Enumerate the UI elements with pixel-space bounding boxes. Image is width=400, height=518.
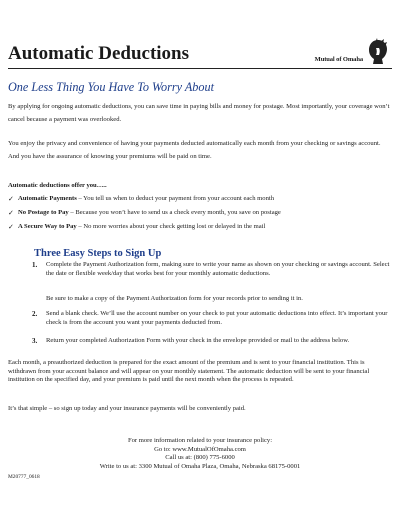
closing-paragraph: It’s that simple – so sign up today and your insurance payments will be conveniently paid.	[8, 405, 246, 412]
contact-block	[0, 437, 400, 471]
step-text: Send a blank check. We’ll use the account number on your check to put your automatic deductions into effect. It’s important your check is from the account you want your payments deducted from.	[46, 310, 388, 326]
intro-paragraph-2: You enjoy the privacy and convenience of having your payments deducted automatically each month from your checking or savings account. And you have the assurance of knowing your premiums will be paid on time.	[8, 140, 381, 160]
benefit-label: A Secure Way to Pay	[18, 223, 77, 230]
checkmark-icon: ✓	[8, 195, 14, 203]
step-text: Complete the Payment Authorization form, making sure to write your name as shown on your checking or savings account. Select the date or flexible week/day that works best for your monthly automatic deductions.	[46, 261, 390, 277]
phone-line: Call us at: (800) 775-6000	[165, 454, 235, 462]
checkmark-icon: ✓	[8, 223, 14, 231]
benefit-text: – No more worries about your check getting lost or delayed in the mail	[76, 223, 266, 230]
benefit-item	[8, 209, 392, 223]
step-number: 2.	[32, 310, 38, 318]
step-item	[32, 337, 392, 346]
process-paragraph: Each month, a preauthorized deduction is prepared for the exact amount of the premium and is sent to your financial institution. This is withdrawn from your account balance and will appear on your monthly statement. The automatic deduction will be sent to your financial institution on the specified day, and your premium is paid until the next month when the process is repeated.	[8, 359, 370, 384]
step-number: 3.	[32, 337, 38, 345]
benefit-label: Automatic Payments	[18, 195, 77, 202]
checkmark-icon: ✓	[8, 209, 14, 217]
step-number: 1.	[32, 261, 38, 269]
step-item	[32, 310, 392, 327]
address-line: Write to us at: 3300 Mutual of Omaha Plaza, Omaha, Nebraska 68175-0001	[99, 462, 301, 470]
form-code: M20777_0618	[8, 474, 40, 480]
step-note: Be sure to make a copy of the Payment Authorization form for your records prior to sending it in.	[46, 295, 303, 302]
benefit-label: No Postage to Pay	[18, 209, 69, 216]
logo-text: Mutual of Omaha	[314, 55, 363, 63]
offer-heading: Automatic deductions offer you…..	[8, 182, 107, 189]
intro-paragraph-1: By applying for ongoing automatic deductions, you can save time in paying bills and money for postage. Most importantly, your coverage won’t cancel because a payment was overlooked.	[8, 103, 390, 123]
indian-head-icon	[366, 38, 390, 66]
benefit-item	[8, 223, 392, 237]
steps-heading: Three Easy Steps to Sign Up	[34, 248, 162, 259]
subtitle: One Less Thing You Have To Worry About	[8, 80, 214, 94]
company-logo	[315, 38, 390, 66]
benefit-item	[8, 195, 392, 209]
benefit-text: – You tell us when to deduct your payment from your account each month	[76, 195, 275, 202]
benefits-list	[8, 195, 392, 237]
benefit-text: – Because you won’t have to send us a check every month, you save on postage	[68, 209, 281, 216]
page-title: Automatic Deductions	[8, 43, 190, 64]
step-item	[32, 261, 392, 278]
title-rule	[8, 68, 392, 69]
contact-intro: For more information related to your insurance policy:	[127, 437, 273, 444]
step-text: Return your completed Authorization Form with your check in the envelope provided or mail to the address below.	[46, 337, 350, 344]
website-line: Go to: www.MutualOfOmaha.com	[154, 445, 246, 453]
